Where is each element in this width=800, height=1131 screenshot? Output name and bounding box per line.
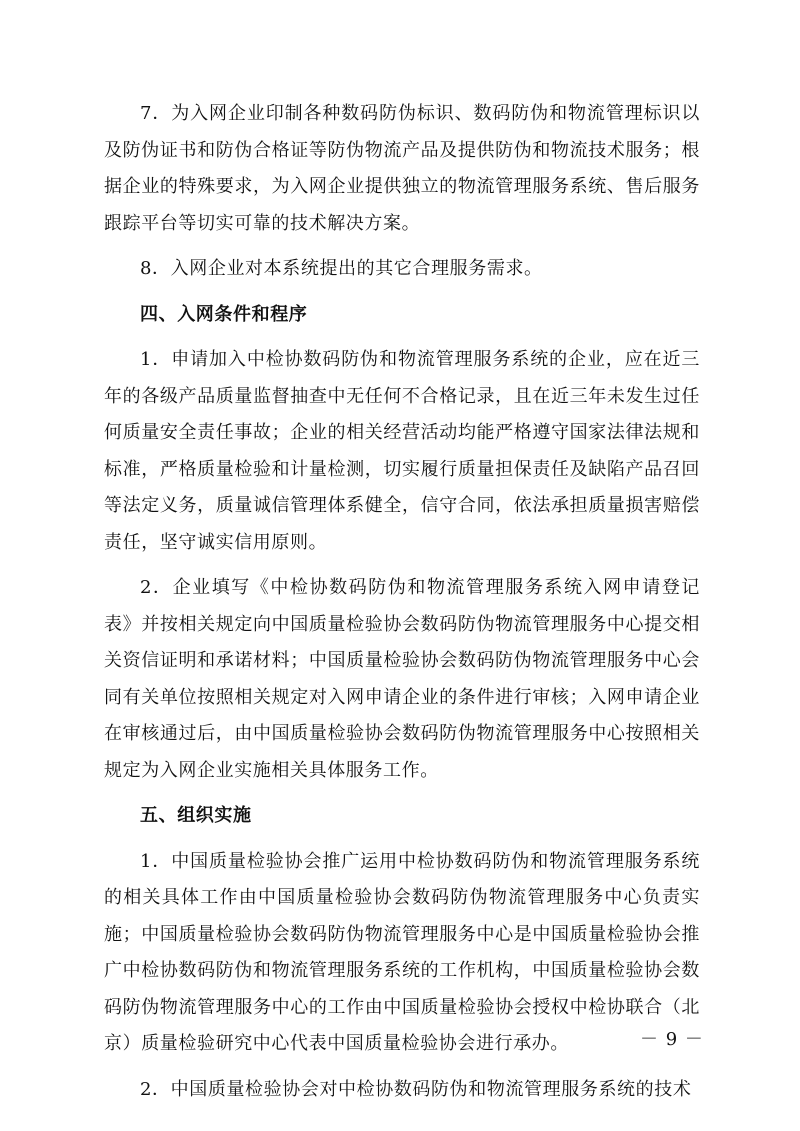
paragraph-section4-item-2: 2．企业填写《中检协数码防伪和物流管理服务系统入网申请登记表》并按相关规定向中国质量检验协会数码防伪物流管理服务中心提交相关资信证明和承诺材料；中国质量检验协会数码防伪物流管理服务中心会同有关单位按照相关规定对入网申请企业的条件进行审核；入网申请企业在审核通过后，由中国质量检验协会数码防伪物流管理服务中心按照相关规定为入网企业实施相关具体服务工作。 xyxy=(104,577,700,781)
paragraph-section5-item-1: 1．中国质量检验协会推广运用中检协数码防伪和物流管理服务系统的相关具体工作由中国质量检验协会数码防伪物流管理服务中心负责实施；中国质量检验协会数码防伪物流管理服务中心是中国质量检验协会推广中检协数码防伪和物流管理服务系统的工作机构，中国质量检验协会数码防伪物流管理服务中心的工作由中国质量检验协会授权中检协联合（北京）质量检验研究中心代表中国质量检验协会进行承办。 xyxy=(104,850,700,1054)
page-number: － 9 － xyxy=(640,1029,704,1050)
paragraph-item-7: 7．为入网企业印制各种数码防伪标识、数码防伪和物流管理标识以及防伪证书和防伪合格证等防伪物流产品及提供防伪和物流技术服务；根据企业的特殊要求，为入网企业提供独立的物流管理服务系统、售后服务跟踪平台等切实可靠的技术解决方案。 xyxy=(104,103,700,234)
document-body xyxy=(104,96,700,1117)
paragraph-item-8: 8．入网企业对本系统提出的其它合理服务需求。 xyxy=(140,258,543,279)
section-heading-5: 五、组织实施 xyxy=(140,805,252,826)
paragraph-section4-item-1: 1．申请加入中检协数码防伪和物流管理服务系统的企业，应在近三年的各级产品质量监督抽查中无任何不合格记录，且在近三年未发生过任何质量安全责任事故；企业的相关经营活动均能严格遵守国家法律法规和标准，严格质量检验和计量检测，切实履行质量担保责任及缺陷产品召回等法定义务，质量诚信管理体系健全，信守合同，依法承担质量损害赔偿责任，坚守诚实信用原则。 xyxy=(104,349,700,553)
paragraph-section5-item-2: 2．中国质量检验协会对中检协数码防伪和物流管理服务系统的技术 xyxy=(140,1078,692,1100)
section-heading-4: 四、入网条件和程序 xyxy=(140,303,308,325)
